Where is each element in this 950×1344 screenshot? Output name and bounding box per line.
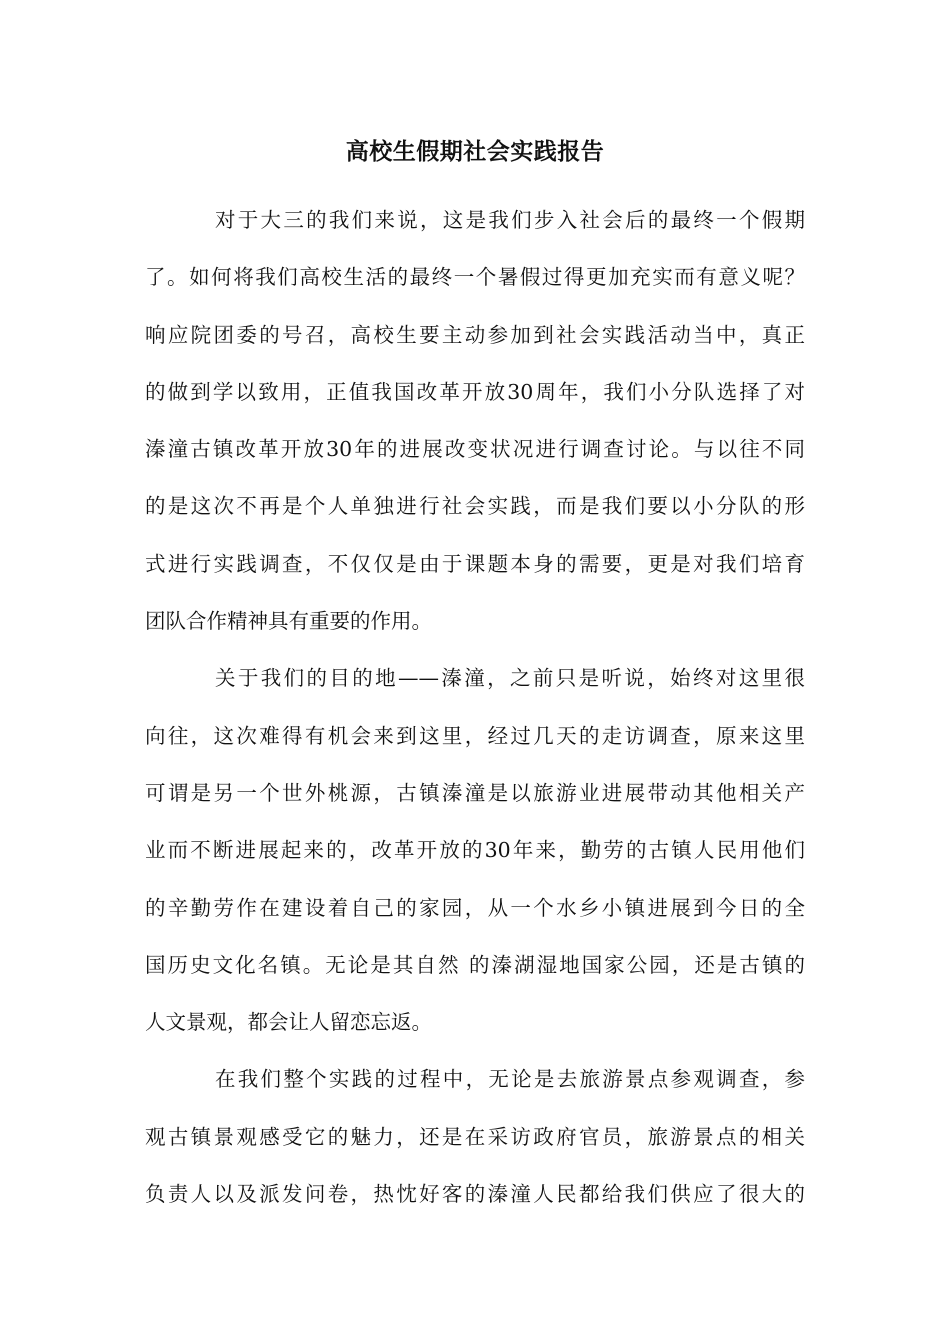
text-line: 式进行实践调查，不仅仅是由于课题本身的需要，更是对我们培育 bbox=[145, 551, 805, 576]
text-line: 业而不断进展起来的，改革开放的30年来，勤劳的古镇人民用他们 bbox=[145, 838, 805, 863]
text-line: 的辛勤劳作在建设着自己的家园，从一个水乡小镇进展到今日的全 bbox=[145, 895, 805, 920]
text-line: 观古镇景观感受它的魅力，还是在采访政府官员，旅游景点的相关 bbox=[145, 1124, 805, 1149]
text-line: 关于我们的目的地——溱潼，之前只是听说，始终对这里很 bbox=[215, 666, 805, 691]
paragraph-1 bbox=[145, 202, 805, 660]
text-line: 人文景观，都会让人留恋忘返。 bbox=[145, 1010, 432, 1035]
text-line: 对于大三的我们来说，这是我们步入社会后的最终一个假期 bbox=[215, 208, 805, 232]
text-line: 的做到学以致用，正值我国改革开放30周年，我们小分队选择了对 bbox=[145, 379, 805, 404]
text-line: 溱潼古镇改革开放30年的进展改变状况进行调查讨论。与以往不同 bbox=[145, 437, 805, 462]
text-line: 向往，这次难得有机会来到这里，经过几天的走访调查，原来这里 bbox=[145, 723, 805, 748]
text-line: 负责人以及派发问卷，热忱好客的溱潼人民都给我们供应了很大的 bbox=[145, 1182, 805, 1207]
text-line: 团队合作精神具有重要的作用。 bbox=[145, 609, 432, 634]
paragraph-3 bbox=[145, 1061, 805, 1233]
text-line: 的是这次不再是个人单独进行社会实践，而是我们要以小分队的形 bbox=[145, 494, 805, 519]
document-title: 高校生假期社会实践报告 bbox=[345, 138, 605, 165]
text-line: 国历史文化名镇。无论是其自然 的溱湖湿地国家公园，还是古镇的 bbox=[145, 952, 805, 977]
text-line: 在我们整个实践的过程中，无论是去旅游景点参观调查，参 bbox=[215, 1067, 805, 1092]
text-line: 可谓是另一个世外桃源，古镇溱潼是以旅游业进展带动其他相关产 bbox=[145, 780, 805, 805]
paragraph-2 bbox=[145, 660, 805, 1061]
document-body bbox=[145, 202, 805, 1233]
text-line: 响应院团委的号召，高校生要主动参加到社会实践活动当中，真正 bbox=[145, 322, 805, 347]
text-line: 了。如何将我们高校生活的最终一个暑假过得更加充实而有意义呢？ bbox=[145, 265, 805, 290]
